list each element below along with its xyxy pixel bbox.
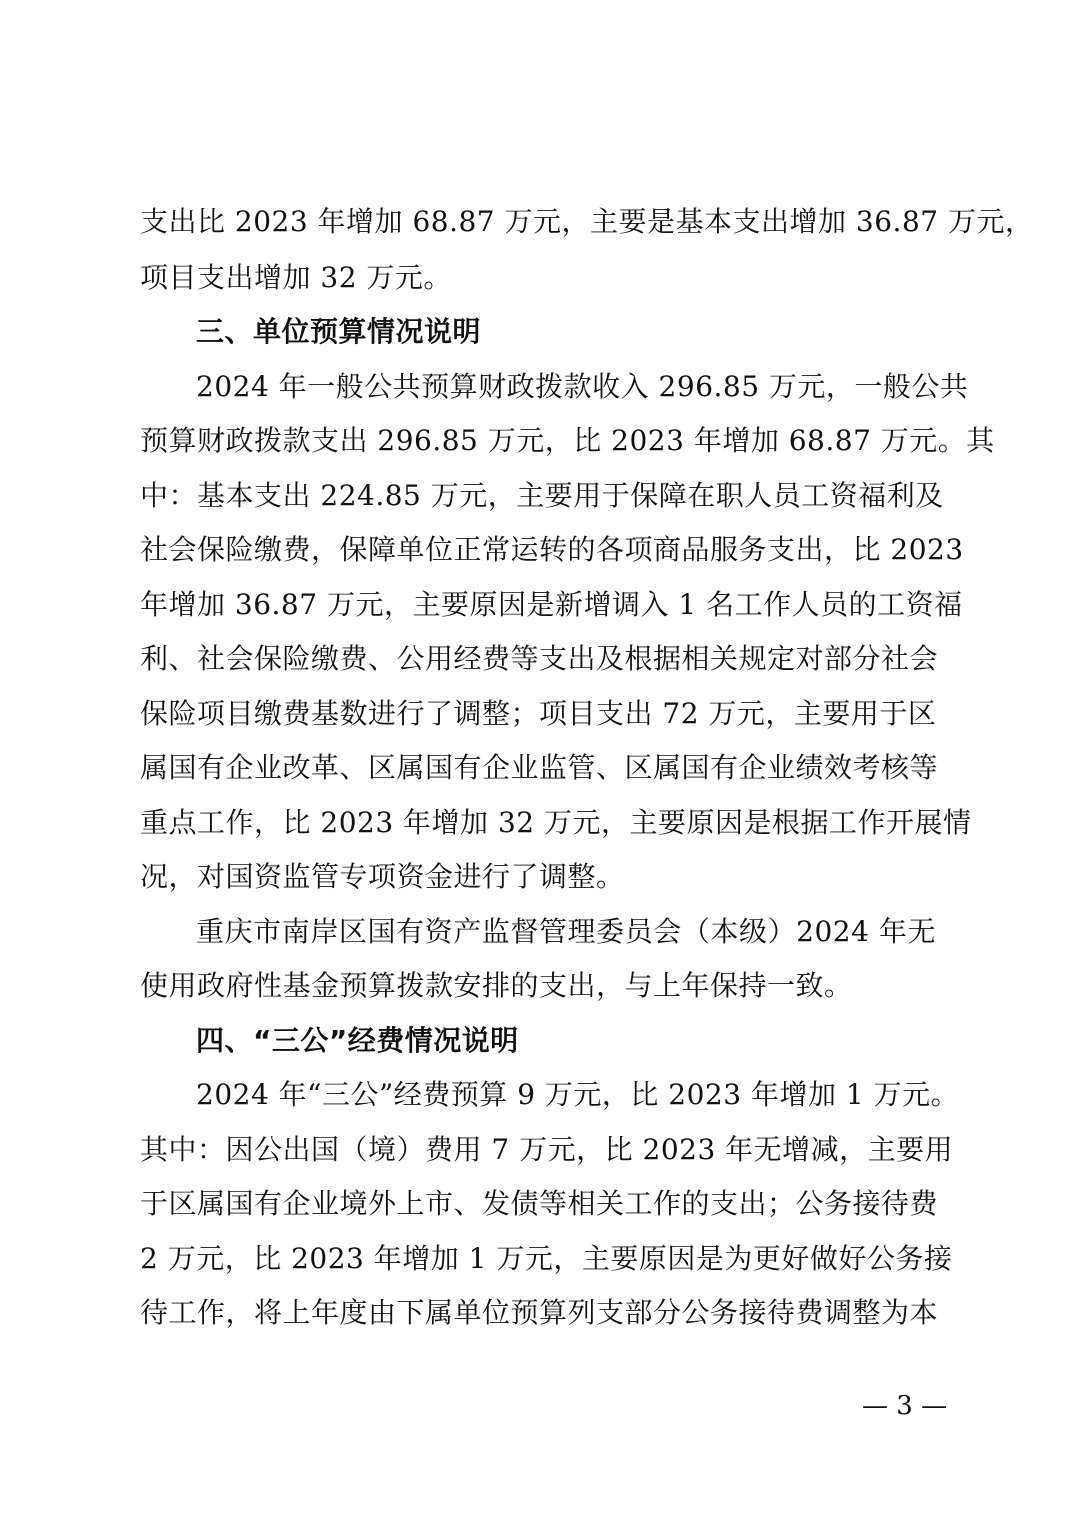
section-heading-unit-budget: 三、单位预算情况说明 bbox=[196, 315, 482, 348]
page-number: — 3 — bbox=[862, 1391, 948, 1421]
paragraph-line: 支出比 2023 年增加 68.87 万元，主要是基本支出增加 36.87 万元， bbox=[140, 205, 1034, 238]
paragraph-line: 属国有企业改革、区属国有企业监管、区属国有企业绩效考核等 bbox=[140, 751, 939, 784]
paragraph-line: 2 万元，比 2023 年增加 1 万元，主要原因是为更好做好公务接 bbox=[140, 1242, 953, 1275]
paragraph-line: 于区属国有企业境外上市、发债等相关工作的支出；公务接待费 bbox=[140, 1187, 939, 1220]
paragraph-line: 中：基本支出 224.85 万元，主要用于保障在职人员工资福利及 bbox=[140, 479, 944, 512]
paragraph-line: 重庆市南岸区国有资产监督管理委员会（本级）2024 年无 bbox=[196, 915, 936, 948]
paragraph-line: 保险项目缴费基数进行了调整；项目支出 72 万元，主要用于区 bbox=[140, 697, 937, 730]
paragraph-line: 项目支出增加 32 万元。 bbox=[140, 261, 452, 294]
paragraph-line: 社会保险缴费，保障单位正常运转的各项商品服务支出，比 2023 bbox=[140, 533, 964, 566]
paragraph-line: 况，对国资监管专项资金进行了调整。 bbox=[140, 860, 625, 893]
paragraph-line: 待工作，将上年度由下属单位预算列支部分公务接待费调整为本 bbox=[140, 1296, 939, 1329]
paragraph-line: 年增加 36.87 万元，主要原因是新增调入 1 名工作人员的工资福 bbox=[140, 588, 963, 621]
paragraph-line: 使用政府性基金预算拨款安排的支出，与上年保持一致。 bbox=[140, 969, 853, 1002]
paragraph-line: 利、社会保险缴费、公用经费等支出及根据相关规定对部分社会 bbox=[140, 642, 939, 675]
paragraph-line: 其中：因公出国（境）费用 7 万元，比 2023 年无增减，主要用 bbox=[140, 1133, 954, 1166]
paragraph-line: 2024 年“三公”经费预算 9 万元，比 2023 年增加 1 万元。 bbox=[196, 1078, 960, 1111]
paragraph-line: 2024 年一般公共预算财政拨款收入 296.85 万元，一般公共 bbox=[196, 370, 969, 403]
paragraph-line: 重点工作，比 2023 年增加 32 万元，主要原因是根据工作开展情 bbox=[140, 806, 972, 839]
section-heading-three-public-expenses: 四、“三公”经费情况说明 bbox=[196, 1024, 519, 1057]
paragraph-line: 预算财政拨款支出 296.85 万元，比 2023 年增加 68.87 万元。其 bbox=[140, 424, 995, 457]
